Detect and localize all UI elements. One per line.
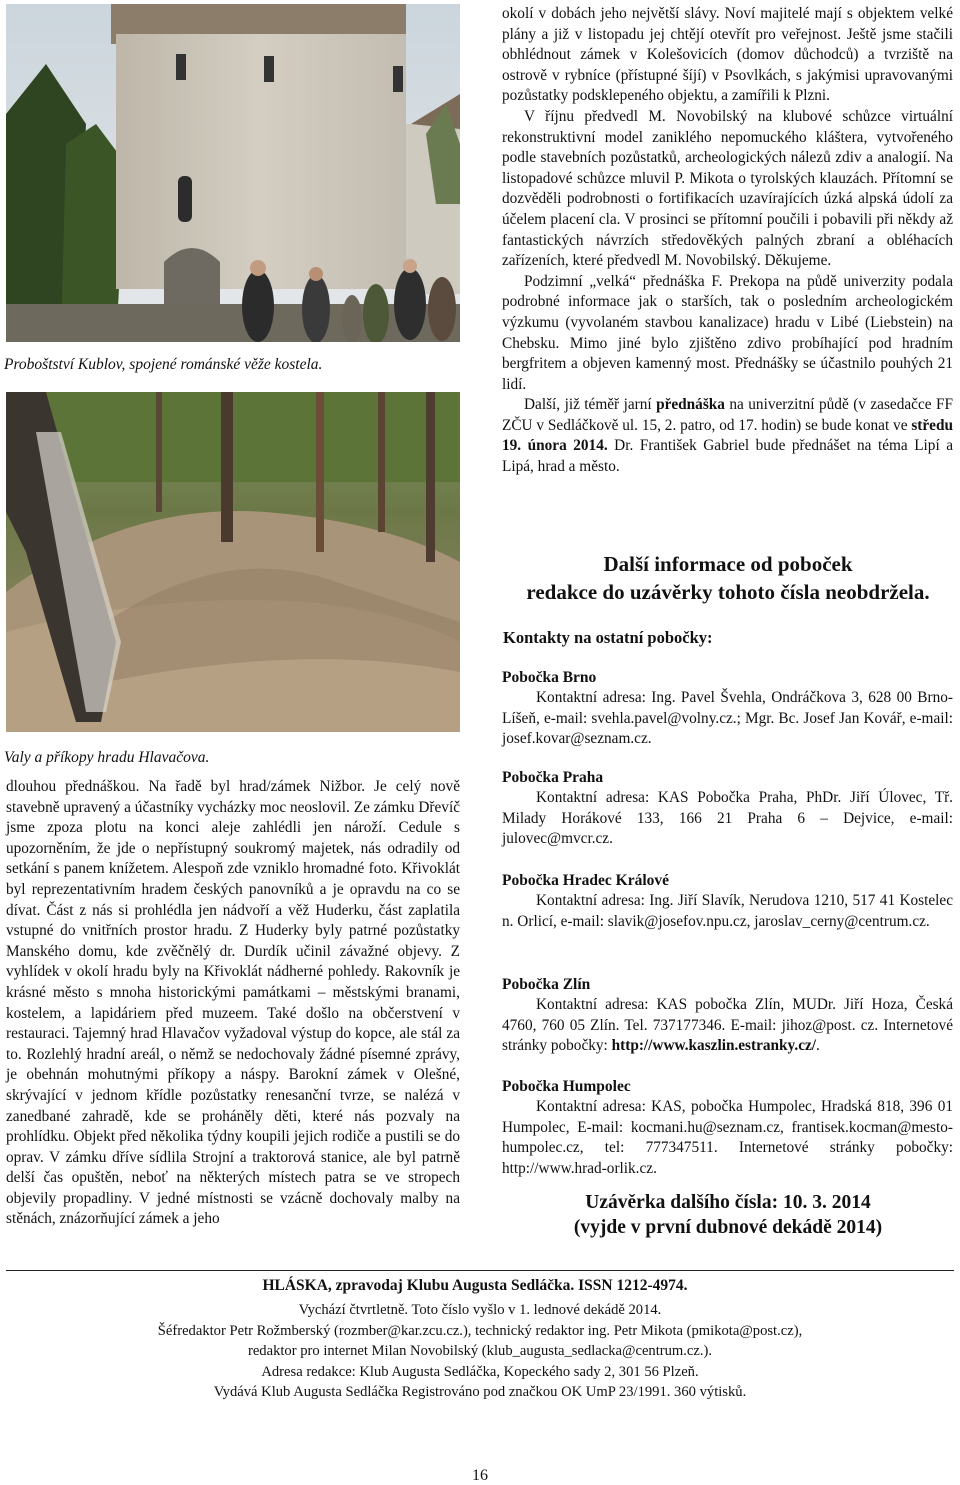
masthead-line: Vydává Klub Augusta Sedláčka Registrováno pod značkou OK UmP 23/1991. 360 výtisků. (213, 1384, 747, 1401)
branch-contact: Kontaktní adresa: KAS pobočka Zlín, MUDr. Jiří Hoza, Česká 4760, 760 05 Zlín. Tel. 737177346. E-mail: jihoz@post. cz. Internetové stránky pobočky: http://www.kaszlin.estranky.cz/. (502, 996, 953, 1055)
branch-name: Pobočka Brno (502, 669, 597, 686)
page-number: 16 (472, 1467, 488, 1484)
lecture-word: přednáška (656, 396, 725, 414)
masthead-line: Šéfredaktor Petr Rožmberský (rozmber@kar.zcu.cz.), technický redaktor ing. Petr Mikota (pmikota@post.cz), (157, 1322, 803, 1339)
lecture-date: středu 19. února 2014. (502, 416, 953, 455)
masthead (0, 1276, 960, 1402)
left-article (6, 777, 460, 1230)
article-paragraph-4: Další, již téměř jarní přednáška na univerzitní půdě (v zasedačce FF ZČU v Sedláčkově ul. 15, 2. patro, od 17. hodin) se bude konat ve středu 19. února 2014. Dr. František Gabriel bude přednášet na téma Lipí a Lipá, hrad a město. (502, 396, 953, 476)
branch-humpolec (502, 1077, 953, 1179)
branch-brno (502, 668, 953, 768)
branch-notice (496, 550, 960, 606)
notice-line-2: redakce do uzávěrky tohoto čísla neobdržela. (526, 580, 930, 604)
branch-contact: Kontaktní adresa: KAS, pobočka Humpolec, Hradská 818, 396 01 Humpolec, E-mail: kocmani.hu@seznam.cz, frantisek.kocman@mesto-humpolec.cz, tel: 777347511. Internetové stránky pobočky: http://www.hrad-orlik.cz. (502, 1098, 953, 1177)
deadline-line-2: (vyjde v první dubnové dekádě 2014) (573, 1217, 883, 1238)
notice-line-1: Další informace od poboček (603, 552, 853, 576)
branch-name: Pobočka Praha (502, 769, 604, 786)
branch-hradec-kralove (502, 871, 953, 975)
contacts-list (502, 668, 953, 1179)
masthead-title: HLÁSKA, zpravodaj Klubu Augusta Sedláčka. ISSN 1212-4974. (262, 1277, 688, 1294)
branch-contact: Kontaktní adresa: Ing. Jiří Slavík, Nerudova 1210, 517 41 Kostelec n. Orlicí, e-mail: slavik@josefov.npu.cz, jaroslav_cerny@centrum.cz. (502, 892, 953, 930)
church-caption: Proboštství Kublov, spojené románské věže kostela. (4, 356, 323, 373)
right-article (502, 4, 953, 478)
article-paragraph-3: Podzimní „velká“ přednáška F. Prekopa na půdě univerzity podala podrobné informace jak o starších, tak o posledním archeologickém výzkumu (vyvolaném stavbou kanalizace) hradu v Libé (Liebstein) na Chebsku. Mimo jiné bylo zjištěno zdivo probíhající pod hradním bergfritem a objeven kamenný most. Přednášky se účastnilo pouhých 21 lidí. (502, 272, 953, 393)
article-paragraph-2: V říjnu předvedl M. Novobilský na klubové schůzce virtuální rekonstruktivní model zaniklého nepomuckého kláštera, vytvořeného podle stavebních pozůstatků, archeologických nálezů zdiv a analogií. Na listopadové schůzce mluvil P. Mikota o tyrolských klauzách. Přítomní se dozvěděli podrobnosti o fortifikacích uzavírajících úzká alpská údolí za účelem placení cla. V prosinci se přítomní poučili i pobavili při někdy až fantastických návrzích středověkých palných zbraní a obléhacích zařízeních, které předvedl M. Novobilský. Děkujeme. (502, 107, 953, 270)
ramparts-photo (6, 392, 460, 732)
branch-praha (502, 768, 953, 871)
ramparts-caption: Valy a příkopy hradu Hlavačova. (4, 749, 210, 766)
left-article-text: dlouhou přednáškou. Na řadě byl hrad/zámek Nižbor. Je celý nově stavebně upravený a účastníky vycházky moc neoslovil. Ze zámku Dřevíč jsme zpoza plotu na konci aleje zahlédli jen nároží. Cedule s upozorněním, že jde o nepřístupný soukromý majetek, nás odradily od setkání s panem knížetem. Alespoň zde vzniklo hromadné foto. Křivoklát byl reprezentativním hradem českých panovníků a je opravdu na co se dívat. Část z nás si prohlédla jen nádvoří a věž Huderku, část zaplatila vstupné do vnitřních prostor hradu. Z Huderky byly patrné pozůstatky Manského domu, kde zvěčnělý dr. Durdík učinil závažné objevy. Z vyhlídek v okolí hradu byly na Křivoklát nádherné pohledy. Rakovník je krásné město s mnoha historickými památkami – městskými branami, kostelem, a lapidáriem před muzeem. Také došlo na občerstvení v restauraci. Tajemný hrad Hlavačov vyžadoval výstup do kopce, ale stál za to. Rozlehlý hradní areál, o němž se nedochovaly žádné písemné zprávy, je obehnán mohutnými příkopy a náspy. Barokní zámek v Olešné, skrývající v jednom křídle pozůstatky renesanční tvrze, se nalézá v zanedbané zahradě, kde se proháněly děti, které nás pozvaly na prohlídku. Objekt před několika týdny koupili jejich rodiče a pustili se do oprav. V zámku dříve sídlila Strojní a traktorová stanice, ale byl patrně delší čas opuštěn, neboť na některých místech patra se ve stropech objevily propadliny. V jedné místnosti se vzácně dochovaly malby na stěnách, znázorňující zámek a jeho (6, 778, 460, 1228)
zlin-website-link[interactable]: http://www.kaszlin.estranky.cz/ (611, 1037, 817, 1055)
branch-zlin (502, 975, 953, 1077)
branch-contact: Kontaktní adresa: Ing. Pavel Švehla, Ondráčkova 3, 628 00 Brno-Líšeň, e-mail: svehla.pavel@volny.cz.; Mgr. Bc. Josef Jan Kovář, e-mail: josef.kovar@seznam.cz. (502, 689, 953, 748)
masthead-line: Vychází čtvrtletně. Toto číslo vyšlo v 1. lednové dekádě 2014. (298, 1302, 662, 1319)
masthead-line: Adresa redakce: Klub Augusta Sedláčka, Kopeckého sady 2, 301 56 Plzeň. (261, 1363, 699, 1380)
footer-divider (6, 1270, 954, 1271)
deadline (496, 1190, 960, 1240)
article-paragraph-1: okolí v dobách jeho největší slávy. Noví majitelé mají s objektem velké plány a již v listopadu jej chtějí otevřít pro veřejnost. Ještě jsme stačili obhlédnout zámek v Kolešovicích (domov důchodců) a tvrziště na ostrově v rybníce (přístupné šíjí) v Psovlkách, s jakýmisi upravovanými pozůstatky podsklepeného objektu, a zamířili k Plzni. (502, 5, 953, 105)
branch-name: Pobočka Hradec Králové (502, 872, 670, 889)
branch-name: Pobočka Zlín (502, 976, 591, 993)
church-photo (6, 4, 460, 342)
branch-name: Pobočka Humpolec (502, 1078, 631, 1095)
deadline-line-1: Uzávěrka dalšího čísla: 10. 3. 2014 (585, 1192, 871, 1213)
contacts-heading: Kontakty na ostatní pobočky: (503, 628, 713, 647)
masthead-line: redaktor pro internet Milan Novobilský (klub_augusta_sedlacka@centrum.cz.). (247, 1343, 713, 1360)
branch-contact: Kontaktní adresa: KAS Pobočka Praha, PhDr. Jiří Úlovec, Tř. Milady Horákové 133, 166 21 Praha 6 – Dejvice, e-mail: julovec@mvcr.cz. (502, 789, 953, 848)
